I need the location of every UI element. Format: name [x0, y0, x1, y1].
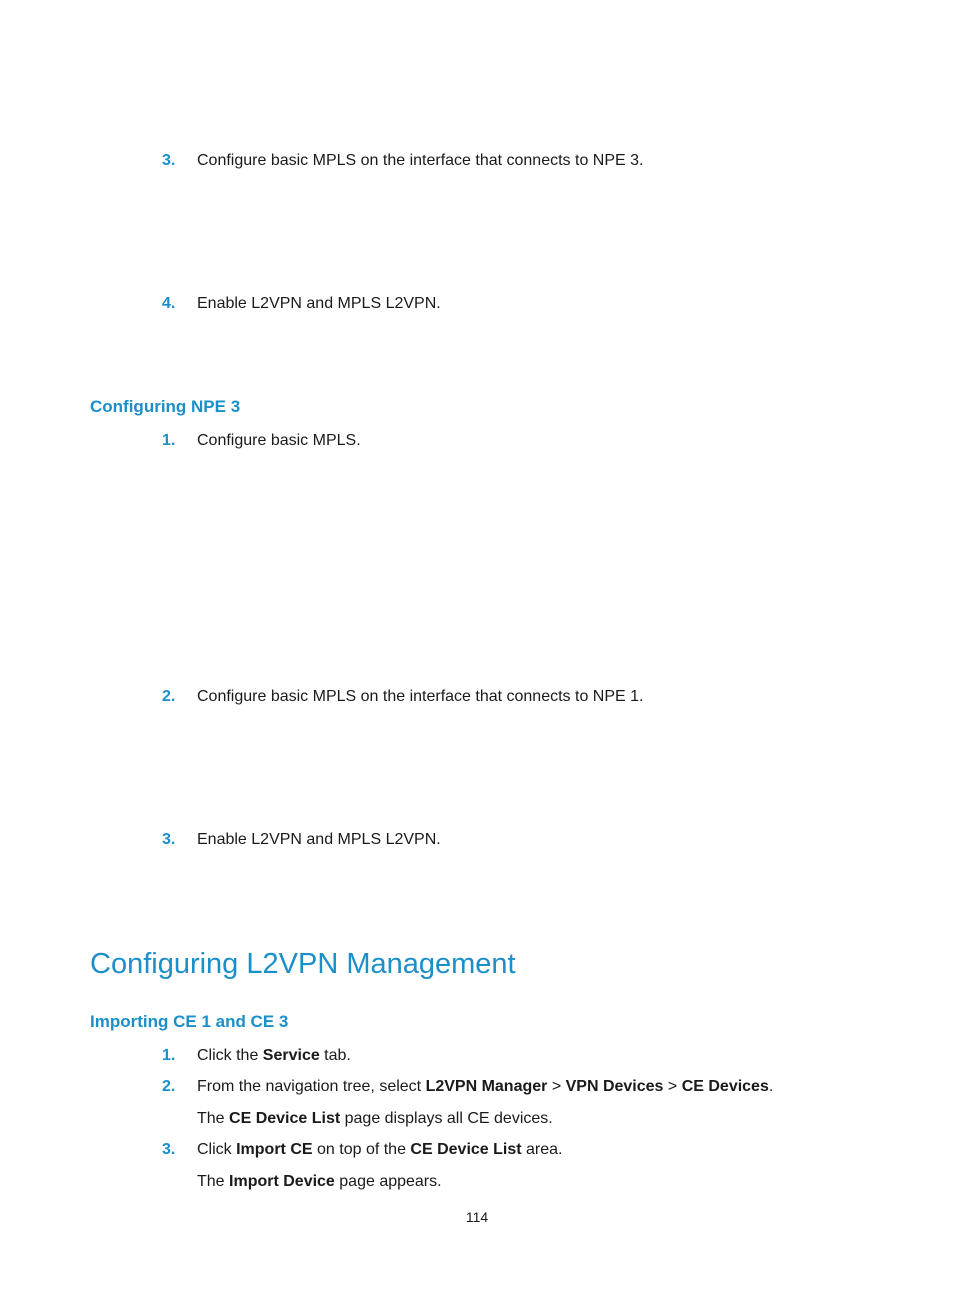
ui-label-l2vpn-manager: L2VPN Manager [425, 1078, 548, 1095]
step-text: Configure basic MPLS on the interface that connects to NPE 1. [197, 688, 644, 705]
step-import-2-note: The CE Device List page displays all CE devices. [197, 1110, 553, 1127]
step-number: 4. [162, 295, 176, 312]
step-number: 2. [162, 1078, 176, 1095]
ui-label-ce-device-list: CE Device List [229, 1110, 341, 1127]
step-number: 2. [162, 688, 176, 705]
ui-label-import-ce: Import CE [236, 1141, 313, 1158]
ui-label-vpn-devices: VPN Devices [565, 1078, 664, 1095]
step-number: 1. [162, 1047, 176, 1064]
ui-label-service: Service [262, 1047, 320, 1064]
section-title: Configuring L2VPN Management [90, 948, 516, 980]
step-text: Configure basic MPLS. [197, 432, 361, 449]
step-number: 3. [162, 1141, 176, 1158]
ui-label-ce-devices: CE Devices [681, 1078, 769, 1095]
step-text: From the navigation tree, select L2VPN Manager > VPN Devices > CE Devices. [197, 1078, 774, 1095]
step-text: Click Import CE on top of the CE Device List area. [197, 1141, 563, 1158]
step-number: 3. [162, 152, 176, 169]
page-number: 114 [465, 1209, 489, 1225]
step-import-3-note: The Import Device page appears. [197, 1173, 442, 1190]
heading-configuring-npe3: Configuring NPE 3 [90, 397, 241, 416]
ui-label-ce-device-list: CE Device List [410, 1141, 522, 1158]
ui-label-import-device: Import Device [229, 1173, 335, 1190]
step-number: 1. [162, 432, 176, 449]
step-text: Configure basic MPLS on the interface that connects to NPE 3. [197, 152, 644, 169]
heading-importing-ce: Importing CE 1 and CE 3 [90, 1012, 289, 1031]
step-text: Enable L2VPN and MPLS L2VPN. [197, 831, 441, 848]
step-text: Enable L2VPN and MPLS L2VPN. [197, 295, 441, 312]
step-text: Click the Service tab. [197, 1047, 351, 1064]
step-number: 3. [162, 831, 176, 848]
